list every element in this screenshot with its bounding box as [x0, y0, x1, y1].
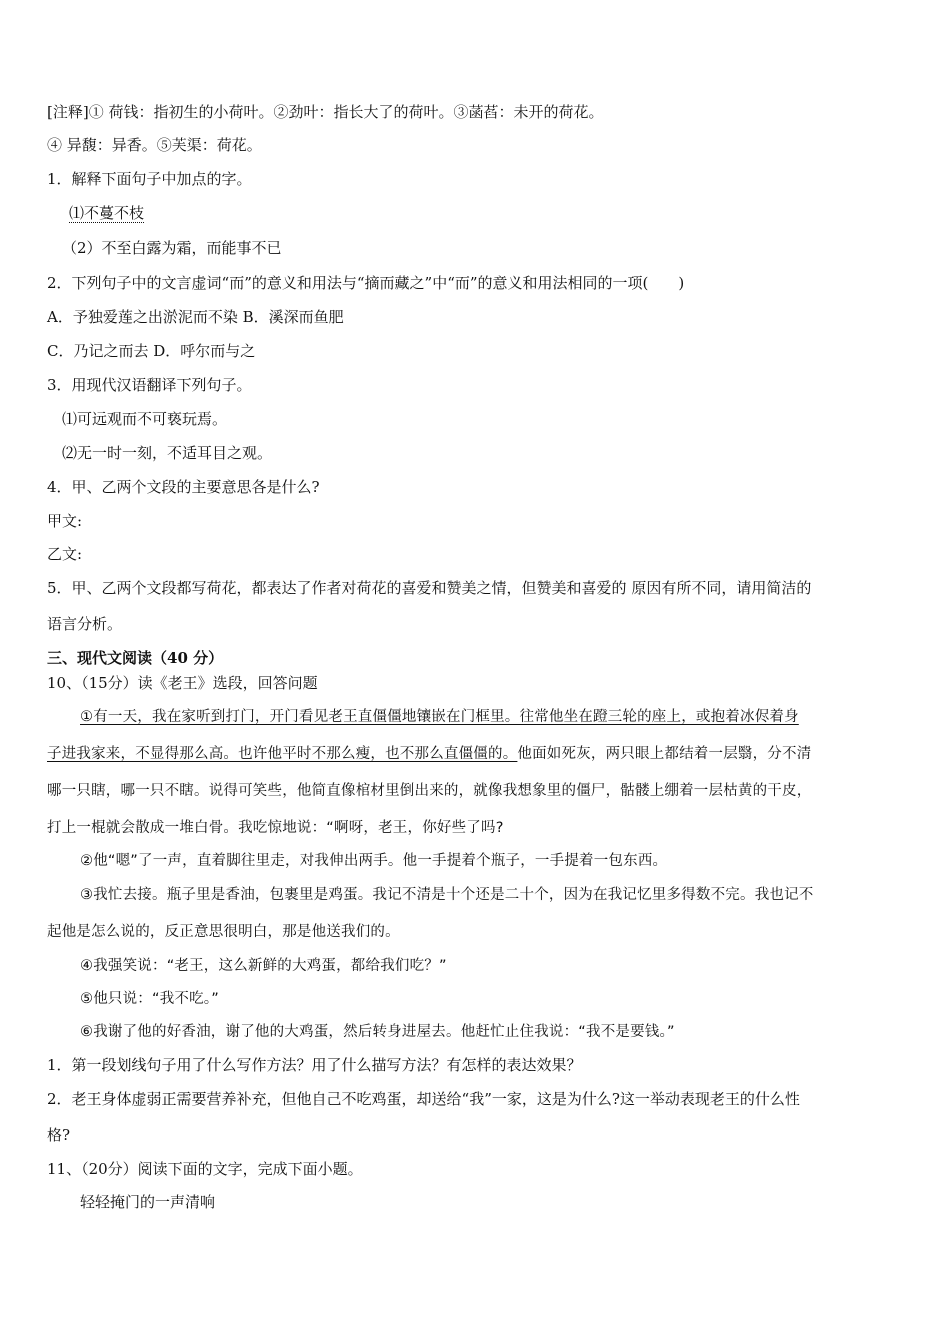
question-2-stem: 2．下列句子中的文言虚词“而”的意义和用法与“摘而藏之”中“而”的意义和用法相同的一项( ): [47, 274, 685, 292]
question-10-header: 10、（15分）读《老王》选段，回答问题: [47, 674, 318, 692]
question-2-options-2: C．乃记之而去 D．呼尔而与之: [47, 342, 256, 360]
question-1-item-2: （2）不至白露为霜，而能事不已: [62, 239, 282, 257]
question-11-header: 11、（20分）阅读下面的文字，完成下面小题。: [47, 1160, 363, 1178]
question-1-item-1: [69, 202, 929, 224]
passage-para-3-line-1: ③我忙去接。瓶子里是香油，包裹里是鸡蛋。我记不清是十个还是二十个，因为在我记忆里多得数不完。我也记不: [80, 887, 814, 903]
passage-para-3-line-2: 起他是怎么说的，反正意思很明白，那是他送我们的。: [47, 924, 400, 940]
question-10-sub-2-line-2: 格?: [47, 1126, 71, 1144]
question-4-answer-a-label: 甲文:: [47, 512, 83, 530]
question-10-sub-1: 1．第一段划线句子用了什么写作方法？用了什么描写方法？有怎样的表达效果？: [47, 1056, 582, 1074]
question-3-stem: 3．用现代汉语翻译下列句子。: [47, 376, 252, 394]
question-5-line-1: 5．甲、乙两个文段都写荷花，都表达了作者对荷花的喜爱和赞美之情，但赞美和喜爱的 原因有所不同，请用简洁的: [47, 579, 812, 597]
question-4-answer-b-label: 乙文:: [47, 545, 83, 563]
passage-para-4: ④我强笑说：“老王，这么新鲜的大鸡蛋，都给我们吃？”: [80, 958, 447, 974]
article-title: 轻轻掩门的一声清响: [80, 1193, 216, 1211]
question-1-stem: 1．解释下面句子中加点的字。: [47, 170, 252, 188]
question-3-item-1: ⑴可远观而不可亵玩焉。: [62, 410, 228, 428]
question-4-stem: 4．甲、乙两个文段的主要意思各是什么?: [47, 478, 320, 496]
dotted-word: ⑴不蔓不枝: [69, 204, 145, 222]
passage-para-1-line-3: 哪一只瞎，哪一只不瞎。说得可笑些，他简直像棺材里倒出来的，就像我想象里的僵尸，骷髅上绷着一层枯黄的干皮，: [47, 783, 812, 799]
passage-para-6: ⑥我谢了他的好香油，谢了他的大鸡蛋，然后转身进屋去。他赶忙止住我说：“我不是要钱。”: [80, 1024, 675, 1040]
passage-para-5: ⑤他只说：“我不吃。”: [80, 991, 219, 1007]
underlined-sentence: ①有一天，我在家听到打门，开门看见老王直僵僵地镶嵌在门框里。往常他坐在蹬三轮的座上，或抱着冰侭着身: [80, 709, 799, 725]
annotation-line-1: [注释]① 荷钱：指初生的小荷叶。②劲叶：指长大了的荷叶。③菡萏：未开的荷花。: [47, 103, 604, 121]
passage-para-1-line-4: 打上一棍就会散成一堆白骨。我吃惊地说：“啊呀，老王，你好些了吗?: [47, 820, 504, 836]
section-3-title: 三、现代文阅读（40 分）: [47, 649, 224, 667]
passage-para-1-line-2: [47, 743, 907, 765]
question-5-line-2: 语言分析。: [47, 615, 123, 633]
question-2-options-1: A．予独爱莲之出淤泥而不染 B．溪深而鱼肥: [47, 308, 344, 326]
passage-para-1-line-1: [80, 706, 940, 728]
question-10-sub-2-line-1: 2．老王身体虚弱正需要营养补充，但他自己不吃鸡蛋，却送给“我”一家，这是为什么?这一举动表现老王的什么性: [47, 1090, 800, 1108]
passage-para-2: ②他“嗯”了一声，直着脚往里走，对我伸出两手。他一手提着个瓶子，一手提着一包东西。: [80, 853, 668, 869]
underlined-sentence: 子进我家来，不显得那么高。也许他平时不那么瘦，也不那么直僵僵的。: [47, 746, 518, 762]
passage-text: 他面如死灰，两只眼上都结着一层翳，分不清: [517, 746, 812, 762]
annotation-line-2: ④ 异馥：异香。⑤芙渠：荷花。: [47, 136, 262, 154]
question-3-item-2: ⑵无一时一刻，不适耳目之观。: [62, 444, 273, 462]
